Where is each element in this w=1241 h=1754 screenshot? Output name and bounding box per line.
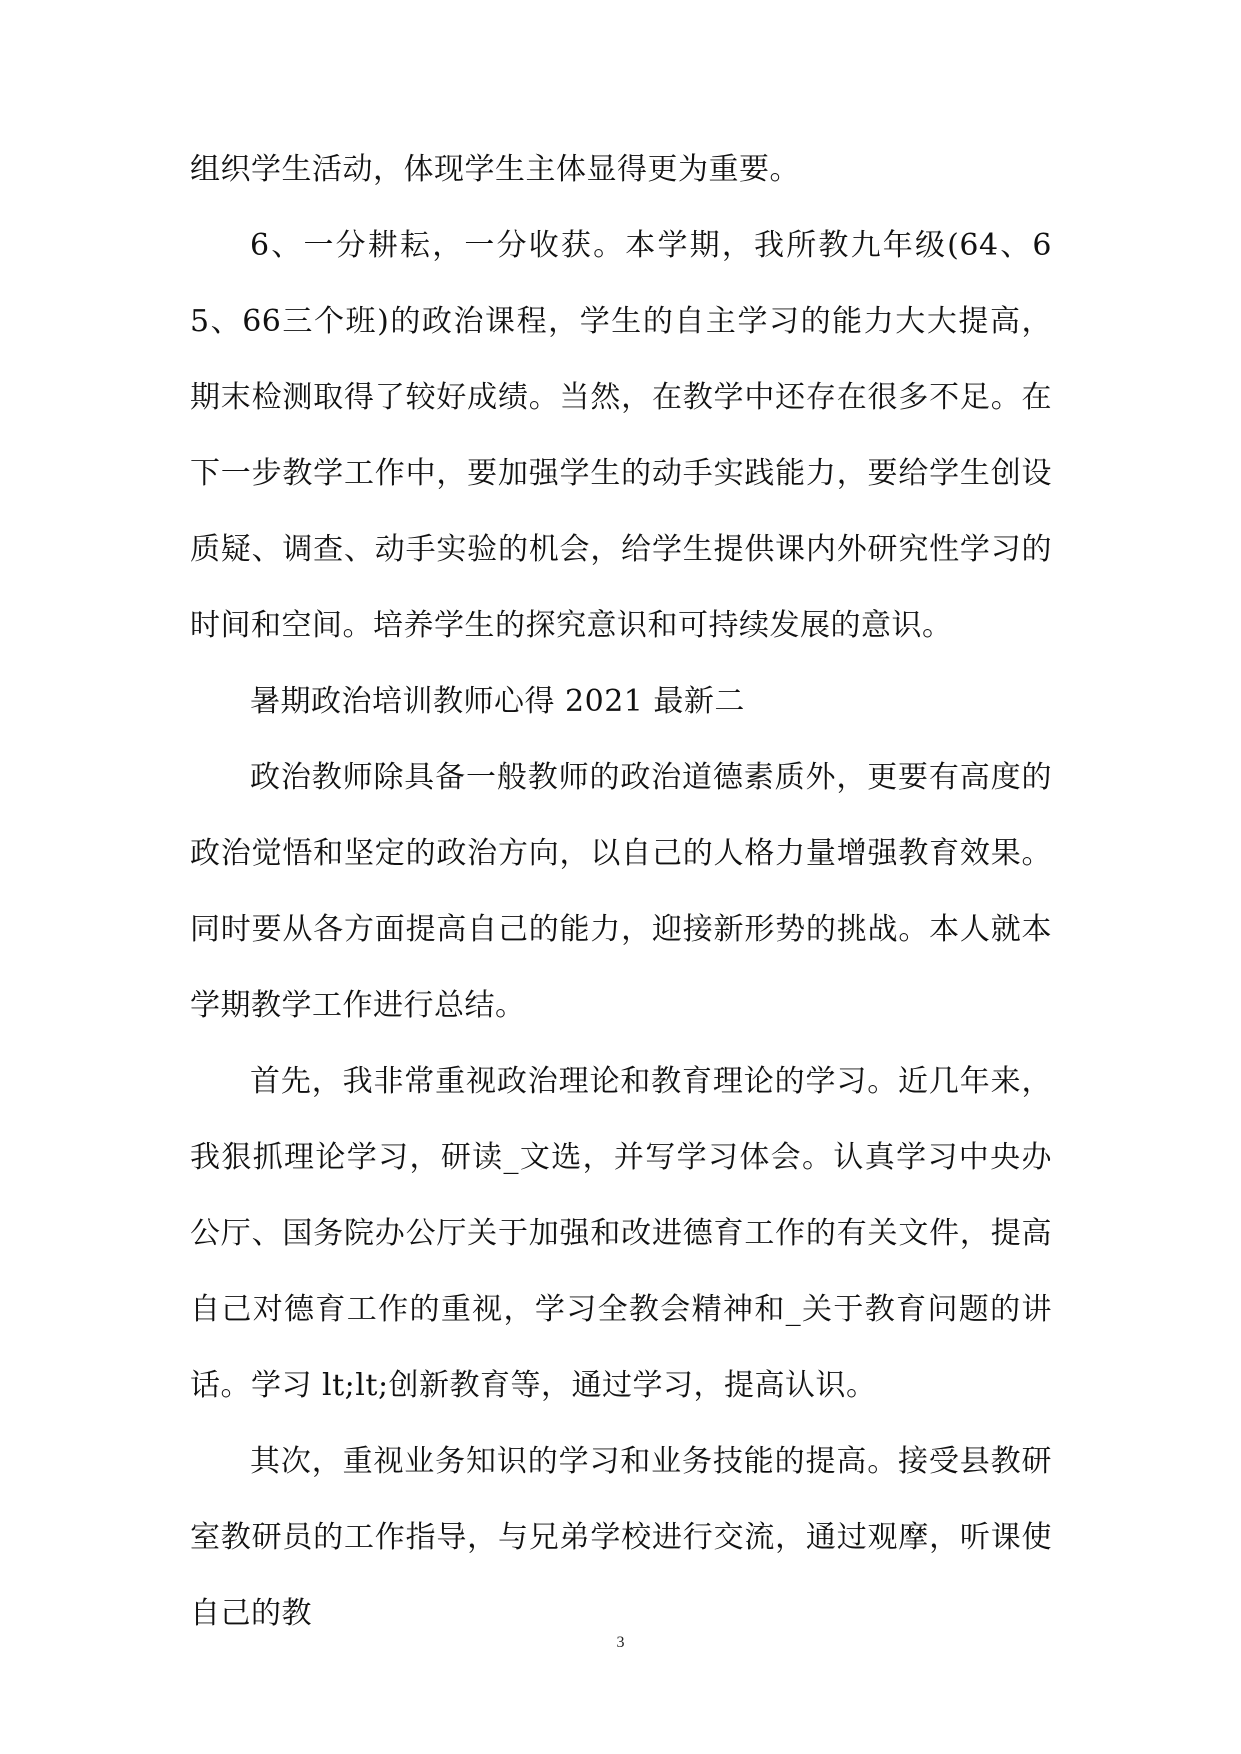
paragraph-first: 首先，我非常重视政治理论和教育理论的学习。近几年来，我狠抓理论学习，研读_文选，并写学习体会。认真学习中央办公厅、国务院办公厅关于加强和改进德育工作的有关文件，提高自己对德育工作的重视，学习全教会精神和_关于教育问题的讲话。学习 lt;lt;创新教育等，通过学习，提高认识。 xyxy=(190,1064,1052,1403)
paragraph-intro: 政治教师除具备一般教师的政治道德素质外，更要有高度的政治觉悟和坚定的政治方向，以自己的人格力量增强教育效果。同时要从各方面提高自己的能力，迎接新形势的挑战。本人就本学期教学工作进行总结。 xyxy=(190,760,1052,1023)
paragraph-item-6: 6、一分耕耘，一分收获。本学期，我所教九年级(64、65、66三个班)的政治课程，学生的自主学习的能力大大提高，期末检测取得了较好成绩。当然，在教学中还存在很多不足。在下一步教学工作中，要加强学生的动手实践能力，要给学生创设质疑、调查、动手实验的机会，给学生提供课内外研究性学习的时间和空间。培养学生的探究意识和可持续发展的意识。 xyxy=(190,228,1052,643)
paragraph-second: 其次，重视业务知识的学习和业务技能的提高。接受县教研室教研员的工作指导，与兄弟学校进行交流，通过观摩，听课使自己的教 xyxy=(190,1444,1052,1631)
page-body xyxy=(190,132,1052,1652)
page-number: 3 xyxy=(616,1634,625,1651)
section-heading: 暑期政治培训教师心得 2021 最新二 xyxy=(250,684,745,719)
paragraph-continuation: 组织学生活动，体现学生主体显得更为重要。 xyxy=(190,152,800,187)
